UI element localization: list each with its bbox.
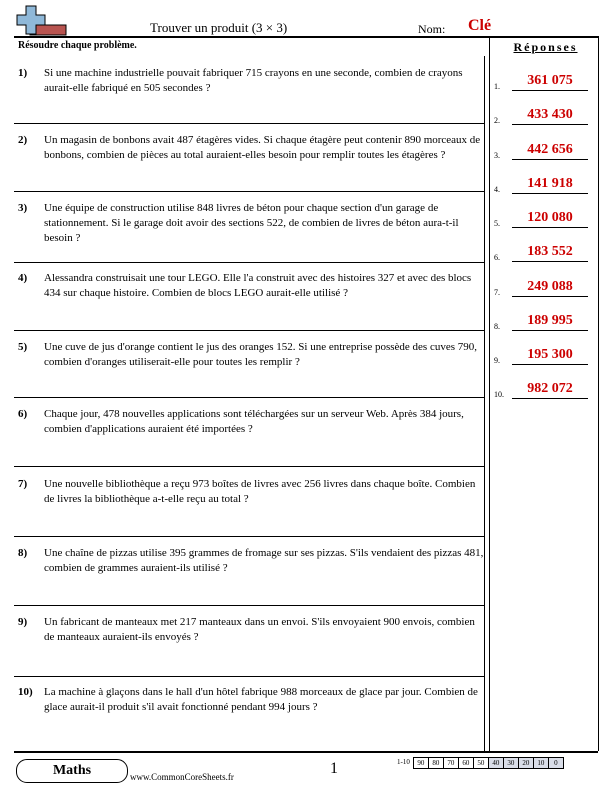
- problem-text: Un fabricant de manteaux met 217 manteaux dans un envoi. S'ils envoyaient 900 envois, combien de manteaux auraient-ils envoyés ?: [44, 616, 475, 643]
- score-cell: 30: [503, 757, 519, 769]
- score-cell: 40: [488, 757, 504, 769]
- answer-8: [494, 311, 594, 331]
- answer-number: 2.: [494, 116, 500, 125]
- answer-value: 189 995: [527, 313, 573, 328]
- answer-line: [512, 364, 588, 365]
- answer-number: 8.: [494, 322, 500, 331]
- problem-number: 5): [18, 341, 28, 353]
- answer-number: 7.: [494, 288, 500, 297]
- problem-divider: [14, 123, 484, 124]
- problem-text: Alessandra construisait une tour LEGO. Elle l'a construit avec des histoires 327 et avec des blocs 434 sur chaque histoire. Combien de blocs LEGO aurait-elle utilisé ?: [44, 272, 472, 299]
- score-cell: 0: [548, 757, 564, 769]
- column-divider: [484, 56, 485, 751]
- problem-text: Une chaîne de pizzas utilise 395 grammes de fromage sur ses pizzas. S'ils vendaient des pizzas 481, combien de grammes auraient-ils utilisé ?: [44, 547, 484, 574]
- answer-10: [494, 379, 594, 399]
- score-cell: 10: [533, 757, 549, 769]
- score-range-label: 1-10: [397, 758, 410, 766]
- answer-1: [494, 71, 594, 91]
- subject-badge: Maths: [16, 759, 128, 783]
- worksheet-title: Trouver un produit (3 × 3): [150, 20, 288, 35]
- problem-number: 10): [18, 686, 33, 698]
- answer-number: 4.: [494, 185, 500, 194]
- problem-number: 3): [18, 202, 28, 214]
- problem-number: 8): [18, 547, 28, 559]
- answer-line: [512, 193, 588, 194]
- problem-divider: [14, 191, 484, 192]
- page-number: 1: [330, 760, 338, 777]
- logo-icon: [16, 5, 68, 37]
- answer-line: [512, 159, 588, 160]
- score-cell: 20: [518, 757, 534, 769]
- answer-value: 183 552: [527, 244, 573, 259]
- answer-3: [494, 140, 594, 160]
- problem-text: La machine à glaçons dans le hall d'un hôtel fabrique 988 morceaux de glace par jour. Combien de glace aurait-il produit s'il avait fonctionné pendant 994 jours ?: [44, 686, 478, 713]
- footer-divider: [14, 751, 598, 753]
- answer-line: [512, 90, 588, 91]
- problem-number: 9): [18, 616, 28, 628]
- problem-number: 6): [18, 408, 28, 420]
- answer-value: 433 430: [527, 107, 573, 122]
- score-cell: 90: [413, 757, 429, 769]
- answer-6: [494, 242, 594, 262]
- answer-line: [512, 330, 588, 331]
- problem-divider: [14, 330, 484, 331]
- problem-divider: [14, 466, 484, 467]
- answer-line: [512, 398, 588, 399]
- problem-divider: [14, 676, 484, 677]
- problem-number: 1): [18, 67, 28, 79]
- page-border-right: [598, 36, 599, 751]
- problem-divider: [14, 262, 484, 263]
- answer-line: [512, 227, 588, 228]
- score-cell: 60: [458, 757, 474, 769]
- answer-number: 9.: [494, 356, 500, 365]
- answer-5: [494, 208, 594, 228]
- name-label: Nom:: [418, 22, 446, 36]
- answer-value: 361 075: [527, 73, 573, 88]
- answer-number: 5.: [494, 219, 500, 228]
- column-divider: [489, 36, 490, 751]
- header-divider: [14, 36, 598, 38]
- problem-text: Une nouvelle bibliothèque a reçu 973 boîtes de livres avec 256 livres dans chaque boîte. Combien de livres la bibliothèque a-t-elle reçu au total ?: [44, 478, 476, 505]
- problem-divider: [14, 536, 484, 537]
- answer-4: [494, 174, 594, 194]
- answer-value: 120 080: [527, 210, 573, 225]
- problem-number: 7): [18, 478, 28, 490]
- answer-value: 442 656: [527, 142, 573, 157]
- problem-text: Si une machine industrielle pouvait fabriquer 715 crayons en une seconde, combien de crayons aurait-elle fabriqué en 505 secondes ?: [44, 67, 463, 94]
- answer-number: 6.: [494, 253, 500, 262]
- instructions: Résoudre chaque problème.: [18, 40, 137, 51]
- answer-line: [512, 296, 588, 297]
- answer-number: 1.: [494, 82, 500, 91]
- name-value: Clé: [468, 17, 492, 34]
- site-url: www.CommonCoreSheets.fr: [130, 772, 234, 782]
- problem-text: Un magasin de bonbons avait 487 étagères vides. Si chaque étagère peut contenir 890 morceaux de bonbons, combien de pièces au total auraient-elles besoin pour remplir toutes les étagères ?: [44, 134, 481, 161]
- answer-9: [494, 345, 594, 365]
- answer-line: [512, 261, 588, 262]
- answer-value: 141 918: [527, 176, 573, 191]
- answers-header: Réponses: [513, 40, 578, 54]
- problem-number: 2): [18, 134, 28, 146]
- score-cell: 50: [473, 757, 489, 769]
- answer-value: 249 088: [527, 279, 573, 294]
- answer-line: [512, 124, 588, 125]
- problem-number: 4): [18, 272, 28, 284]
- answer-7: [494, 277, 594, 297]
- problem-divider: [14, 397, 484, 398]
- score-table: [396, 757, 564, 769]
- answer-value: 982 072: [527, 381, 573, 396]
- score-cell: 80: [428, 757, 444, 769]
- problem-divider: [14, 605, 484, 606]
- answer-number: 3.: [494, 151, 500, 160]
- answer-2: [494, 105, 594, 125]
- problem-text: Une cuve de jus d'orange contient le jus des oranges 152. Si une entreprise possède des cuves 790, combien d'oranges utiliserait-elle pour toutes les remplir ?: [44, 341, 478, 368]
- score-cell: 70: [443, 757, 459, 769]
- answer-number: 10.: [494, 390, 504, 399]
- problem-text: Chaque jour, 478 nouvelles applications sont téléchargées sur un serveur Web. Après 384 jours, combien d'applications auraient été importées ?: [44, 408, 464, 435]
- problem-text: Une équipe de construction utilise 848 livres de béton pour chaque section d'un garage de stationnement. Si le garage doit avoir des sections 522, de combien de livres de béton aura-t-il besoin ?: [44, 202, 459, 244]
- answer-value: 195 300: [527, 347, 573, 362]
